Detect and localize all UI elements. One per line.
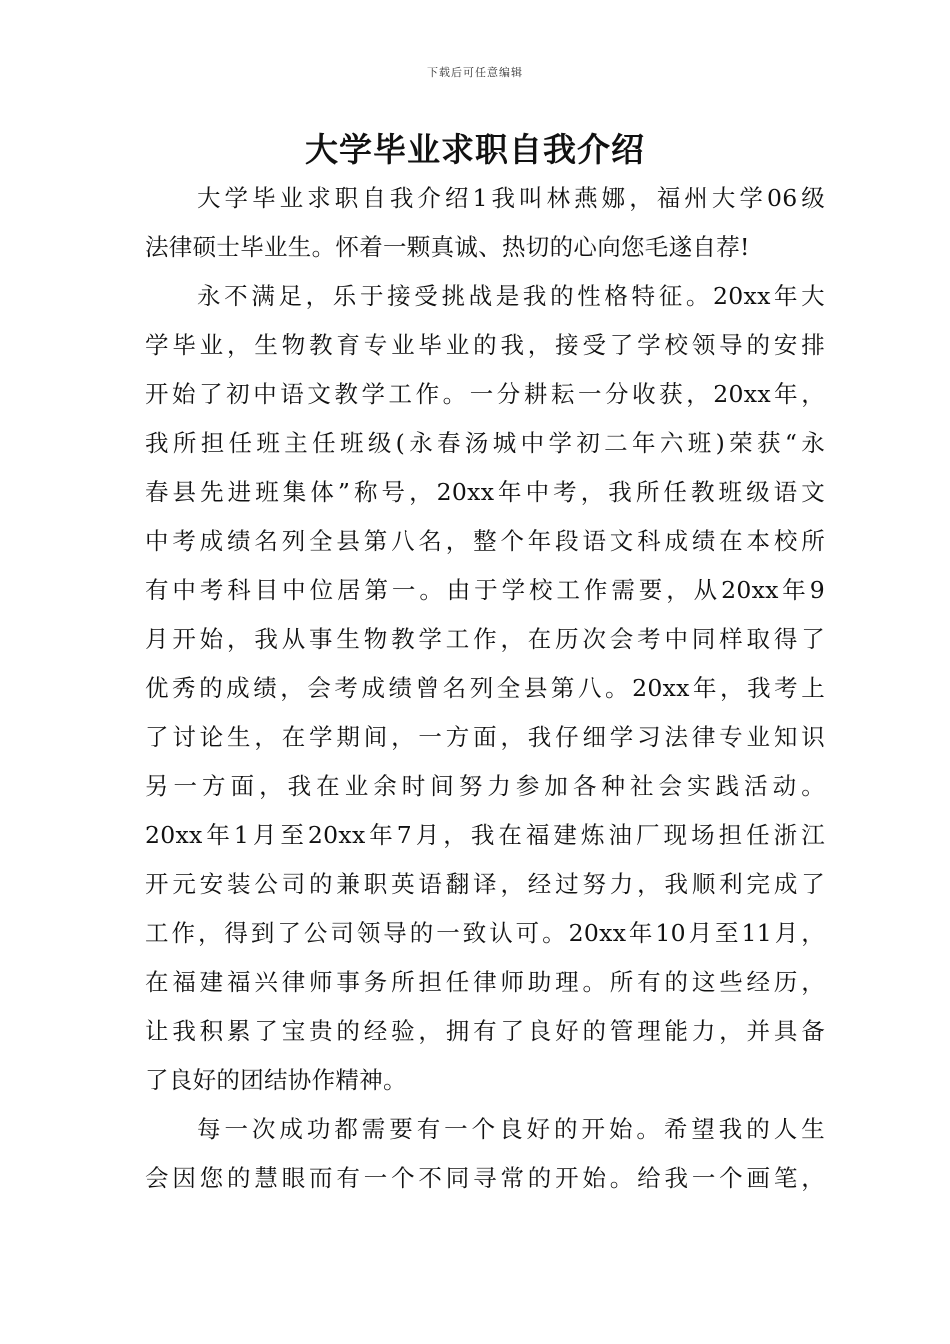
paragraph-1 xyxy=(145,174,825,272)
paragraph-line: 月开始，我从事生物教学工作，在历次会考中同样取得了 xyxy=(145,625,825,653)
paragraph-line: 让我积累了宝贵的经验，拥有了良好的管理能力，并具备 xyxy=(145,1017,825,1045)
paragraph-line: 会因您的慧眼而有一个不同寻常的开始。给我一个画笔， xyxy=(145,1164,825,1192)
paragraph-line: 开始了初中语文教学工作。一分耕耘一分收获，20xx年， xyxy=(145,380,825,408)
document-title: 大学毕业求职自我介绍 xyxy=(305,130,645,169)
paragraph-line: 春县先进班集体”称号，20xx年中考，我所任教班级语文 xyxy=(145,478,825,506)
paragraph-line: 20xx年1月至20xx年7月，我在福建炼油厂现场担任浙江 xyxy=(145,821,825,849)
paragraph-line: 了良好的团结协作精神。 xyxy=(145,1066,407,1094)
paragraph-line: 中考成绩名列全县第八名，整个年段语文科成绩在本校所 xyxy=(145,527,825,555)
paragraph-line: 另一方面，我在业余时间努力参加各种社会实践活动。 xyxy=(145,772,825,800)
paragraph-line: 学毕业，生物教育专业毕业的我，接受了学校领导的安排 xyxy=(145,331,825,359)
paragraph-line: 有中考科目中位居第一。由于学校工作需要，从20xx年9 xyxy=(145,576,825,604)
paragraph-2 xyxy=(145,272,825,1105)
paragraph-line: 永不满足，乐于接受挑战是我的性格特征。20xx年大 xyxy=(197,282,825,310)
paragraph-line: 在福建福兴律师事务所担任律师助理。所有的这些经历， xyxy=(145,968,825,996)
paragraph-line: 我所担任班主任班级(永春汤城中学初二年六班)荣获“永 xyxy=(145,429,825,457)
paragraph-line: 每一次成功都需要有一个良好的开始。希望我的人生 xyxy=(197,1115,825,1143)
paragraph-line: 优秀的成绩，会考成绩曾名列全县第八。20xx年，我考上 xyxy=(145,674,825,702)
paragraph-line: 法律硕士毕业生。怀着一颗真诚、热切的心向您毛遂自荐! xyxy=(145,233,750,261)
paragraph-line: 大学毕业求职自我介绍1我叫林燕娜，福州大学06级 xyxy=(197,184,825,212)
paragraph-line: 了讨论生，在学期间，一方面，我仔细学习法律专业知识 xyxy=(145,723,825,751)
paragraph-line: 开元安装公司的兼职英语翻译，经过努力，我顺利完成了 xyxy=(145,870,825,898)
document-body xyxy=(145,174,825,1203)
paragraph-3 xyxy=(145,1105,825,1203)
paragraph-line: 工作，得到了公司领导的一致认可。20xx年10月至11月， xyxy=(145,919,825,947)
header-note: 下载后可任意编辑 xyxy=(427,66,523,79)
